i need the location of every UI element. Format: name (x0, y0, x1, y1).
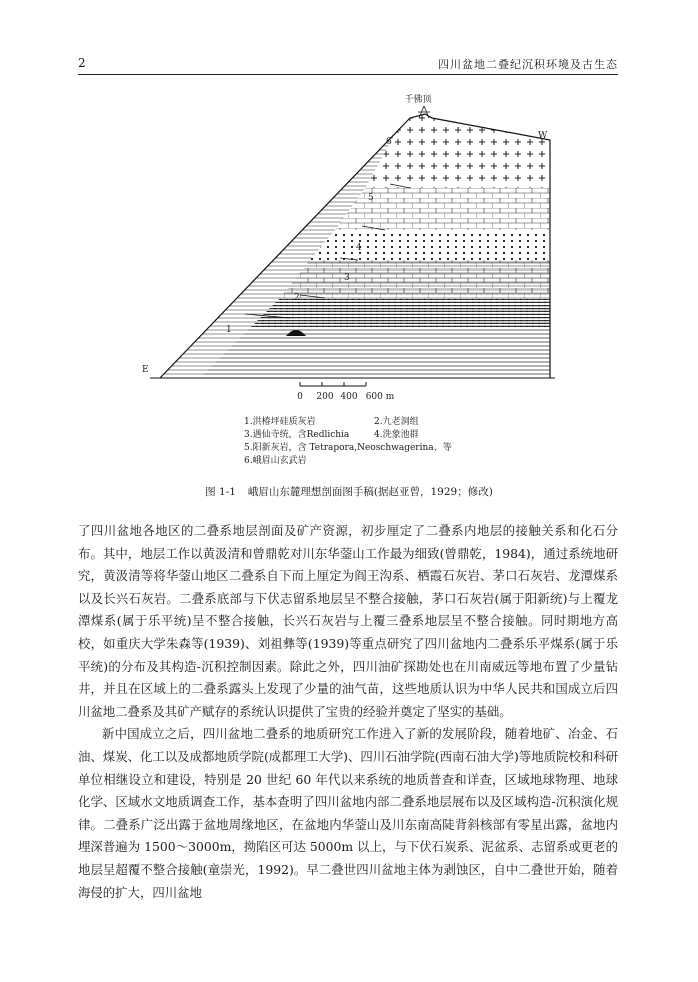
page-number: 2 (78, 56, 86, 70)
unit-label-2: 2 (294, 293, 300, 303)
caption-text: 峨眉山东麓理想剖面图手稿(据赵亚曾，1929；修改) (247, 486, 493, 498)
scale-tick-200: 200 (316, 392, 334, 402)
west-label: W (538, 131, 548, 141)
cross-section-figure (140, 88, 570, 408)
running-header-title: 四川盆地二叠纪沉积环境及古生态 (438, 58, 618, 71)
paragraph-2: 新中国成立之后，四川盆地二叠系的地质研究工作进入了新的发展阶段，随着地矿、冶金、石油、煤炭、化工以及成都地质学院(成都理工大学)、四川石油学院(西南石油大学)等地质院校和科研单位相继设立和建设，特别是 20 世纪 60 年代以来系统的地质普查和详查，区域地球物理、地球化学、区域水文地质调查工作，基本查明了四川盆地内部二叠系地层展布以及区域构造-沉积演化规律。二叠系广泛出露于盆地周缘地区，在盆地内华蓥山及川东南高陡背斜核部有零星出露，盆地内埋深普遍为 1500～3000m，拗陷区可达 5000m 以上，与下伏石炭系、泥盆系、志留系或更老的地层呈超覆不整合接触(童崇光，1992)。早二叠世四川盆地主体为剥蚀区，自中二叠世开始，随着海侵的扩大，四川盆地 (78, 726, 618, 900)
unit-label-3: 3 (344, 273, 350, 283)
legend-item-6: 6.峨眉山玄武岩 (244, 456, 307, 466)
scale-tick-0: 0 (297, 392, 303, 402)
body-text (78, 520, 618, 904)
unit-label-5: 5 (368, 193, 374, 203)
scale-tick-600: 600 m (365, 392, 395, 402)
unit-label-6: 6 (386, 137, 392, 147)
peak-label: 千佛顶 (404, 95, 432, 105)
paragraph-1: 了四川盆地各地区的二叠系地层剖面及矿产资源，初步厘定了二叠系内地层的接触关系和化石分布。其中，地层工作以黄汲清和曾鼎乾对川东华蓥山工作最为细致(曾鼎乾，1984)，通过系统地研究，黄汲清等将华蓥山地区二叠系自下而上厘定为阎王沟系、栖霞石灰岩、茅口石灰岩、龙潭煤系以及长兴石灰岩。二叠系底部与下伏志留系地层呈不整合接触，茅口石灰岩(属于阳新统)与上覆龙潭煤系(属于乐平统)呈不整合接触，长兴石灰岩与上覆三叠系地层呈不整合接触。同时期地方高校，如重庆大学朱森等(1939)、刘祖彝等(1939)等重点研究了四川盆地内二叠系乐平煤系(属于乐平统)的分布及其构造-沉积控制因素。除此之外，四川油矿探勘处也在川南威远等地布置了少量钻井，并且在区域上的二叠系露头上发现了少量的油气苗，这些地质认识为中华人民共和国成立后四川盆地二叠系及其矿产赋存的系统认识提供了宝贵的经验并奠定了坚实的基础。 (78, 523, 618, 719)
scale-tick-400: 400 (340, 392, 358, 402)
scale-bar (297, 382, 395, 402)
legend-item-5: 5.阳新灰岩，含 Tetrapora,Neoschwagerina、等 (244, 443, 452, 453)
figure-legend (244, 416, 504, 468)
unit-label-4: 4 (356, 243, 362, 253)
east-label: E (142, 365, 149, 375)
legend-item-1: 1.洪椿坪硅质灰岩 (244, 417, 316, 427)
legend-item-3: 3.遇仙寺统，含Redlichia (244, 430, 350, 440)
legend-item-4: 4.洗象池群 (374, 430, 419, 440)
figure-caption (0, 484, 698, 499)
strata-group (140, 88, 570, 408)
unit-label-1: 1 (226, 325, 232, 335)
caption-number: 图 1-1 (205, 486, 236, 498)
header-rule (78, 74, 618, 75)
legend-item-2: 2.九老洞组 (374, 417, 419, 427)
